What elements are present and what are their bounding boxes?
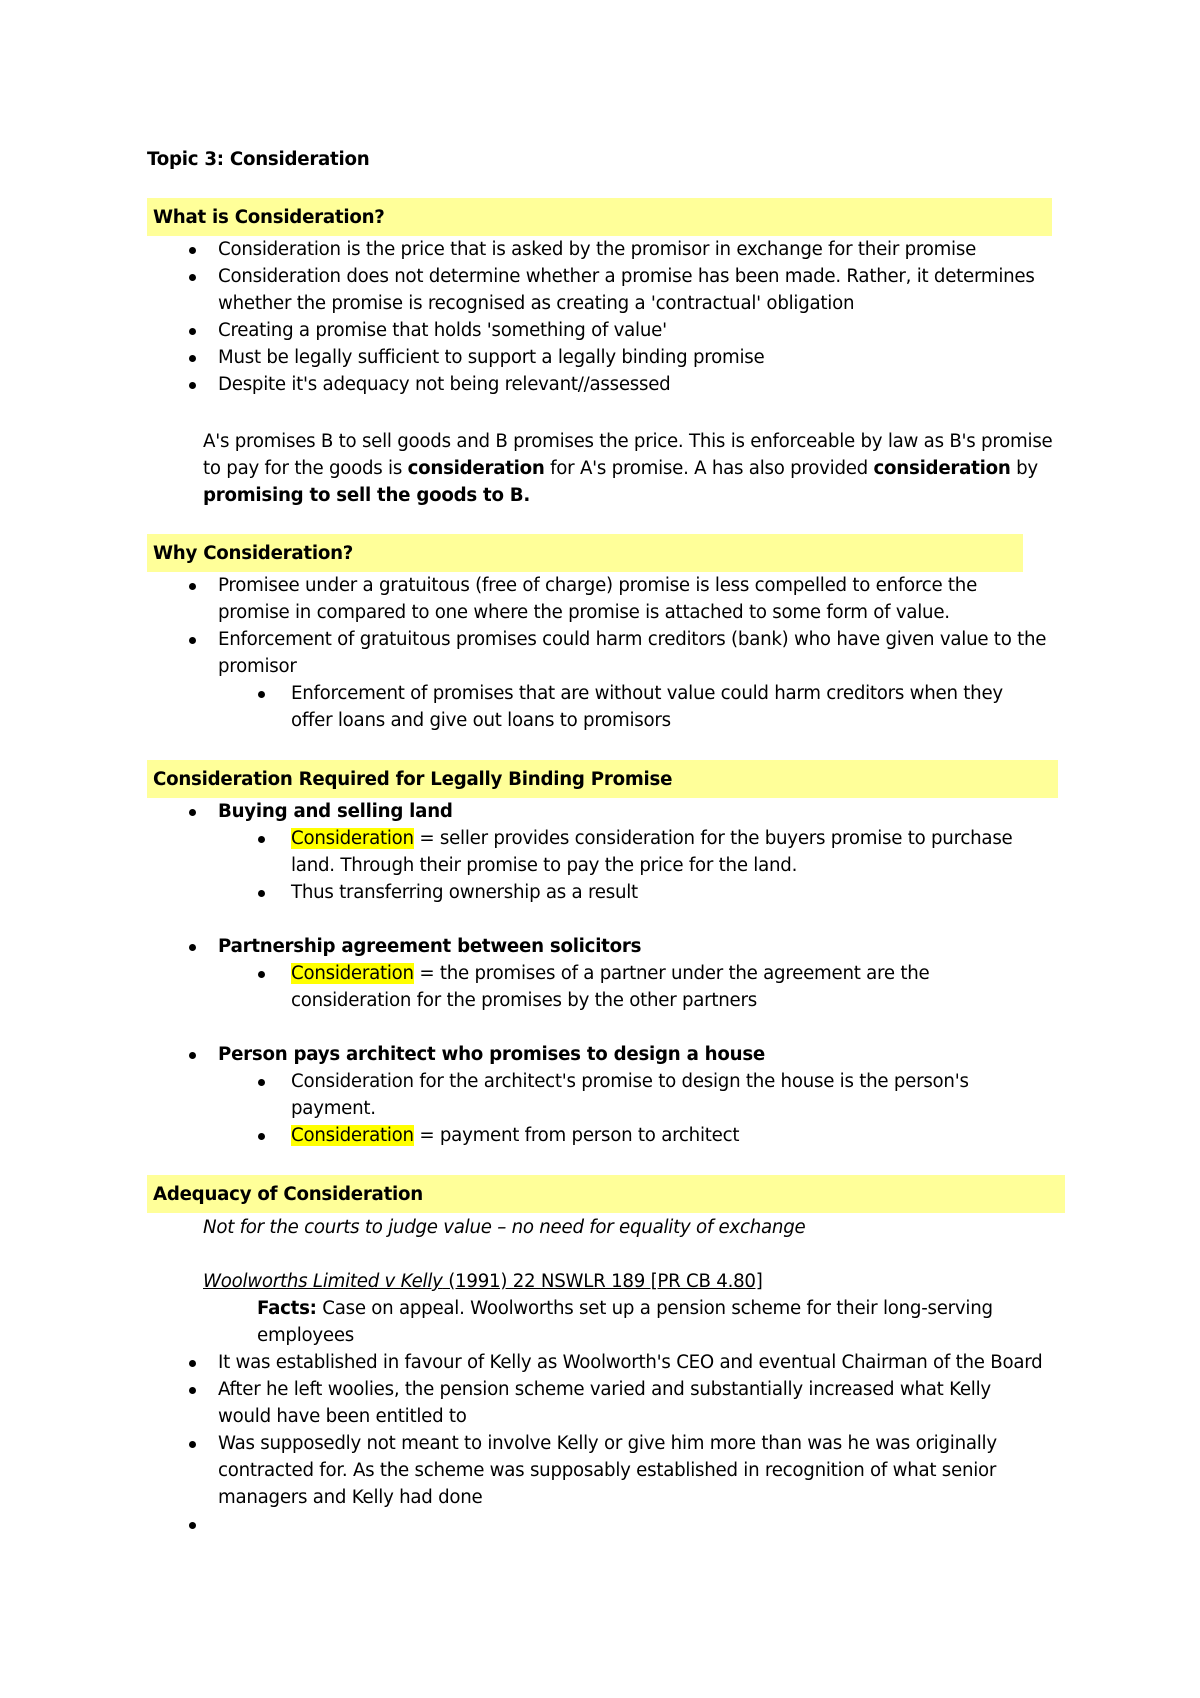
highlighted-term: Consideration xyxy=(291,963,414,984)
sub-list-item: Thus transferring ownership as a result xyxy=(147,879,1013,906)
bullet-icon xyxy=(189,944,196,951)
page-title: Topic 3: Consideration xyxy=(147,149,370,170)
bullet-icon xyxy=(258,971,265,978)
bullet-icon xyxy=(258,691,265,698)
bullet-icon xyxy=(258,1133,265,1140)
bullet-icon xyxy=(189,274,196,281)
bullet-icon xyxy=(258,890,265,897)
section-why-consideration xyxy=(147,572,1046,734)
list-item: Consideration is the price that is asked by the promisor in exchange for their promise xyxy=(147,236,1035,263)
bullet-icon xyxy=(189,382,196,389)
bullet-icon xyxy=(189,1441,196,1448)
sub-list-item: Consideration = seller provides consideration for the buyers promise to purchase land. Through their promise to pay the price for the land. xyxy=(147,825,1013,879)
section-heading-band xyxy=(147,198,1052,236)
sub-list-item: Consideration for the architect's promise to design the house is the person's payment. xyxy=(147,1068,1013,1122)
highlighted-term: Consideration xyxy=(291,1125,414,1146)
bullet-icon xyxy=(189,247,196,254)
bullet-icon xyxy=(189,1387,196,1394)
section-heading: Why Consideration? xyxy=(153,543,354,564)
highlighted-term: Consideration xyxy=(291,828,414,849)
bullet-icon xyxy=(189,1360,196,1367)
section-heading: Consideration Required for Legally Binding Promise xyxy=(153,769,673,790)
list-item: Partnership agreement between solicitors xyxy=(147,933,1013,960)
section-heading-band xyxy=(147,534,1023,572)
case-citation: Woolworths Limited v Kelly (1991) 22 NSWLR 189 [PR CB 4.80] xyxy=(203,1271,763,1292)
list-item: Consideration does not determine whether a promise has been made. Rather, it determines whether the promise is recognised as creating a 'contractual' obligation xyxy=(147,263,1035,317)
case-name: Woolworths Limited v Kelly xyxy=(203,1271,443,1292)
example-paragraph: A's promises B to sell goods and B promises the price. This is enforceable by law as B's promise to pay for the goods is consideration for A's promise. A has also provided consideration by promising to sell the goods to B. xyxy=(203,431,1053,506)
list-item: Enforcement of gratuitous promises could harm creditors (bank) who have given value to the promisor xyxy=(147,626,1046,680)
section-heading: What is Consideration? xyxy=(153,207,385,228)
bullet-icon xyxy=(189,1052,196,1059)
list-item: Creating a promise that holds 'something of value' xyxy=(147,317,1035,344)
bullet-icon xyxy=(189,583,196,590)
bullet-icon xyxy=(189,1522,196,1529)
document-content xyxy=(147,0,1067,1508)
list-item: Despite it's adequacy not being relevant//assessed xyxy=(147,371,1035,398)
sub-list-item: Enforcement of promises that are without value could harm creditors when they offer loans and give out loans to promisors xyxy=(147,680,1046,734)
sub-list-item: Consideration = the promises of a partner under the agreement are the consideration for the promises by the other partners xyxy=(147,960,1013,1014)
principle-text: Not for the courts to judge value – no need for equality of exchange xyxy=(203,1217,806,1238)
list-item: After he left woolies, the pension scheme varied and substantially increased what Kelly would have been entitled to xyxy=(147,1376,1042,1430)
section-what-is-consideration xyxy=(147,236,1035,398)
bullet-icon xyxy=(258,1079,265,1086)
section-adequacy xyxy=(147,1214,1042,1538)
list-item: Buying and selling land xyxy=(147,798,1013,825)
list-item: Was supposedly not meant to involve Kelly or give him more than was he was originally contracted for. As the scheme was supposably established in recognition of what senior managers and Kelly had done xyxy=(147,1430,1042,1511)
section-heading: Adequacy of Consideration xyxy=(153,1184,423,1205)
sub-list-item: Consideration = payment from person to architect xyxy=(147,1122,1013,1149)
section-heading-band xyxy=(147,760,1058,798)
bullet-icon xyxy=(189,328,196,335)
list-item: It was established in favour of Kelly as Woolworth's CEO and eventual Chairman of the Board xyxy=(147,1349,1042,1376)
list-item: Must be legally sufficient to support a legally binding promise xyxy=(147,344,1035,371)
section-required xyxy=(147,798,1013,1149)
list-item: Person pays architect who promises to design a house xyxy=(147,1041,1013,1068)
case-facts: Facts: Case on appeal. Woolworths set up a pension scheme for their long-serving employees xyxy=(257,1298,993,1346)
list-item-empty xyxy=(147,1511,1042,1538)
bullet-icon xyxy=(258,836,265,843)
list-item: Promisee under a gratuitous (free of charge) promise is less compelled to enforce the promise in compared to one where the promise is attached to some form of value. xyxy=(147,572,1046,626)
bullet-icon xyxy=(189,355,196,362)
section-heading-band xyxy=(147,1175,1065,1213)
bullet-icon xyxy=(189,637,196,644)
bullet-icon xyxy=(189,809,196,816)
